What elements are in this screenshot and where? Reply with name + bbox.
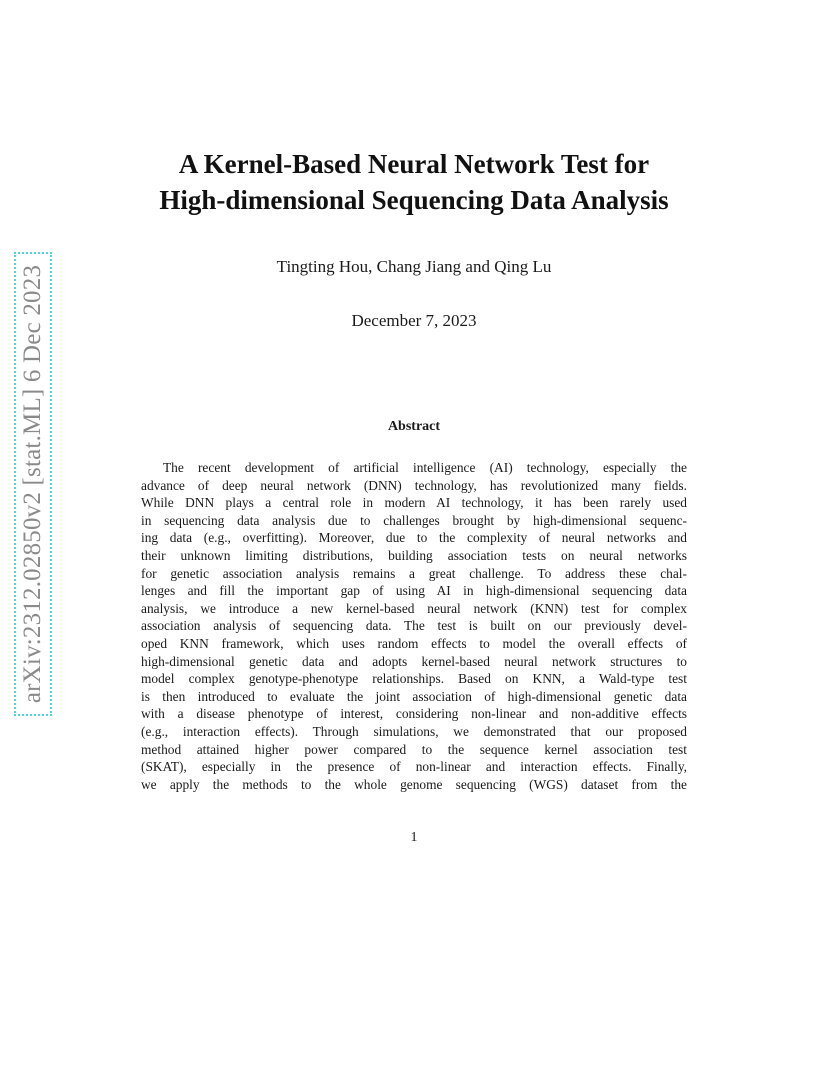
abstract-line: While DNN plays a central role in modern AI technology, it has been rarely used xyxy=(141,495,687,511)
author-list: Tingting Hou, Chang Jiang and Qing Lu xyxy=(276,257,552,276)
abstract-line: with a disease phenotype of interest, considering non-linear and non-additive effects xyxy=(141,706,687,722)
abstract-line: The recent development of artificial intelligence (AI) technology, especially the xyxy=(163,460,687,475)
abstract-line: (e.g., interaction effects). Through simulations, we demonstrated that our proposed xyxy=(141,723,687,739)
abstract-line: method attained higher power compared to the sequence kernel association test xyxy=(141,741,687,757)
abstract-line: association analysis of sequencing data. The test is built on our previously devel- xyxy=(141,618,687,634)
paper-date: December 7, 2023 xyxy=(351,311,477,330)
abstract-line: oped KNN framework, which uses random effects to model the overall effects of xyxy=(141,635,687,651)
title-line: A Kernel-Based Neural Network Test for xyxy=(178,149,650,179)
abstract-line: (SKAT), especially in the presence of non-linear and interaction effects. Finally, xyxy=(141,759,687,775)
paper-title xyxy=(0,146,828,218)
abstract-line: for genetic association analysis remains a great challenge. To address these chal- xyxy=(141,565,687,581)
abstract-heading: Abstract xyxy=(387,419,441,434)
abstract-line: ing data (e.g., overfitting). Moreover, due to the complexity of neural networks and xyxy=(141,530,687,546)
abstract-line: advance of deep neural network (DNN) technology, has revolutionized many fields. xyxy=(141,477,687,493)
abstract-line: is then introduced to evaluate the joint association of high-dimensional genetic data xyxy=(141,688,687,704)
abstract-line: their unknown limiting distributions, building association tests on neural networks xyxy=(141,547,687,563)
arxiv-identifier[interactable]: arXiv:2312.02850v2 [stat.ML] 6 Dec 2023 xyxy=(19,264,46,704)
title-line: High-dimensional Sequencing Data Analysis xyxy=(159,185,669,215)
abstract-body xyxy=(141,459,687,793)
abstract-line: analysis, we introduce a new kernel-based neural network (KNN) test for complex xyxy=(141,600,687,616)
abstract-line: lenges and fill the important gap of using AI in high-dimensional sequencing data xyxy=(141,583,687,599)
page-number: 1 xyxy=(410,830,418,845)
abstract-line: model complex genotype-phenotype relationships. Based on KNN, a Wald-type test xyxy=(141,671,687,687)
abstract-line: we apply the methods to the whole genome sequencing (WGS) dataset from the xyxy=(141,776,687,792)
abstract-line: in sequencing data analysis due to challenges brought by high-dimensional sequenc- xyxy=(141,512,687,528)
abstract-line: high-dimensional genetic data and adopts kernel-based neural network structures to xyxy=(141,653,687,669)
